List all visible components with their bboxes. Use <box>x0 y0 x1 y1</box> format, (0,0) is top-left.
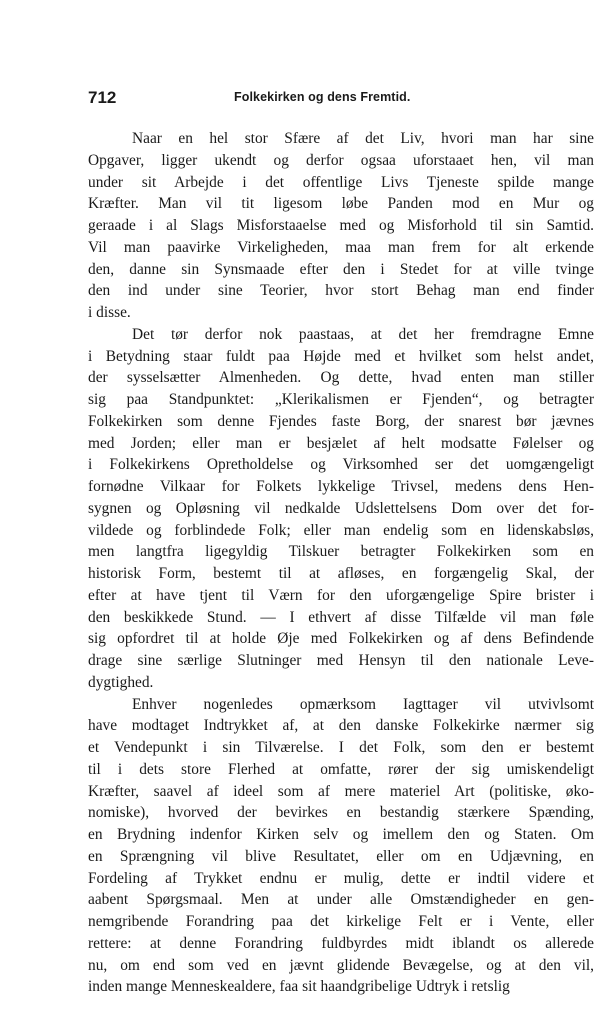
text-line: i disse. <box>88 304 131 321</box>
text-line: en Brydning indenfor Kirken selv og imellem den og Staten. Om <box>88 826 594 843</box>
paragraph <box>88 694 594 999</box>
text-line: fornødne Vilkaar for Folkets lykkelige Trivsel, medens dens Hen- <box>88 478 594 495</box>
text-line: i Folkekirkens Opretholdelse og Virksomhed ser det uomgængeligt <box>88 456 594 474</box>
text-line: rettere: at denne Forandring fuldbyrdes midt iblandt os allerede <box>88 934 594 952</box>
text-line: efter at have tjent til Værn for den uforgængelige Spire brister i <box>88 586 594 604</box>
text-line: til i dets store Flerhed at omfatte, rører der sig umiskendeligt <box>88 760 594 778</box>
text-line: Enhver nogenledes opmærksom Iagttager vil utvivlsomt <box>132 695 594 713</box>
text-line: have modtaget Indtrykket af, at den danske Folkekirke nærmer sig <box>88 717 594 735</box>
text-line: i Betydning staar fuldt paa Højde med et hvilket som helst andet, <box>88 347 594 365</box>
text-line: Det tør derfor nok paastaas, at det her fremdragne Emne <box>132 325 594 343</box>
text-line: Vil man paavirke Virkeligheden, maa man frem for alt erkende <box>88 238 594 256</box>
text-line: nemgribende Forandring paa det kirkelige Felt er i Vente, eller <box>88 913 594 930</box>
text-line: historisk Form, bestemt til at afløses, en forgængelig Skal, der <box>88 565 594 582</box>
text-line: under sit Arbejde i det offentlige Livs Tjeneste spilde mange <box>88 173 594 191</box>
text-line: en Sprængning vil blive Resultatet, eller om en Udjævning, en <box>88 847 594 865</box>
page-header <box>88 88 506 110</box>
text-line: nu, om end som ved en jævnt glidende Bevægelse, og at den vil, <box>88 956 594 974</box>
text-line: med Jorden; eller man er besjælet af helt modsatte Følelser og <box>88 434 594 452</box>
text-line: nomiske), hvorved der bevirkes en bestandig stærkere Spænding, <box>88 804 594 822</box>
text-line: geraade i al Slags Misforstaaelse med og Misforhold til sin Samtid. <box>88 217 594 234</box>
text-line: vildede og forblindede Folk; eller man endelig som en lidenskabsløs, <box>88 521 594 539</box>
text-line: inden mange Menneskealdere, faa sit haandgribelige Udtryk i retslig <box>88 978 510 996</box>
running-title: Folkekirken og dens Fremtid. <box>234 90 411 104</box>
text-line: den, danne sin Synsmaade efter den i Stedet for at ville tvinge <box>88 260 594 278</box>
paragraph <box>88 128 594 324</box>
text-line: Kræfter. Man vil tit ligesom løbe Panden mod en Mur og <box>88 195 594 213</box>
text-line: Folkekirken som denne Fjendes faste Borg, der snarest bør jævnes <box>88 412 594 430</box>
text-line: Kræfter, saavel af ideel som af mere materiel Art (politiske, øko- <box>88 782 594 800</box>
text-line: den beskikkede Stund. — I ethvert af disse Tilfælde vil man føle <box>88 608 594 626</box>
text-line: dygtighed. <box>88 673 154 691</box>
page-number: 712 <box>88 88 117 107</box>
text-line: et Vendepunkt i sin Tilværelse. I det Folk, som den er bestemt <box>88 739 594 756</box>
text-line: drage sine særlige Slutninger med Hensyn til den nationale Leve- <box>88 652 594 669</box>
text-line: Naar en hel stor Sfære af det Liv, hvori man har sine <box>132 130 594 147</box>
text-line: men langtfra ligegyldig Tilskuer betragter Folkekirken som en <box>88 543 594 561</box>
body-text <box>88 128 594 998</box>
paragraph <box>88 324 594 694</box>
text-line: sygnen og Opløsning vil nedkalde Udslettelsens Dom over det for- <box>88 499 594 517</box>
text-line: der sysselsætter Almenheden. Og dette, hvad enten man stiller <box>88 369 594 387</box>
text-line: Fordeling af Trykket endnu er mulig, dette er indtil videre et <box>88 869 594 887</box>
text-line: aabent Spørgsmaal. Men at under alle Omstændigheder en gen- <box>88 891 594 909</box>
text-line: Opgaver, ligger ukendt og derfor ogsaa uforstaaet hen, vil man <box>88 151 594 169</box>
text-line: sig paa Standpunktet: „Klerikalismen er Fjenden“, og betragter <box>88 391 594 408</box>
text-line: sig opfordret til at holde Øje med Folkekirken og af dens Befindende <box>88 630 594 648</box>
text-line: den ind under sine Teorier, hvor stort Behag man end finder <box>88 282 594 300</box>
